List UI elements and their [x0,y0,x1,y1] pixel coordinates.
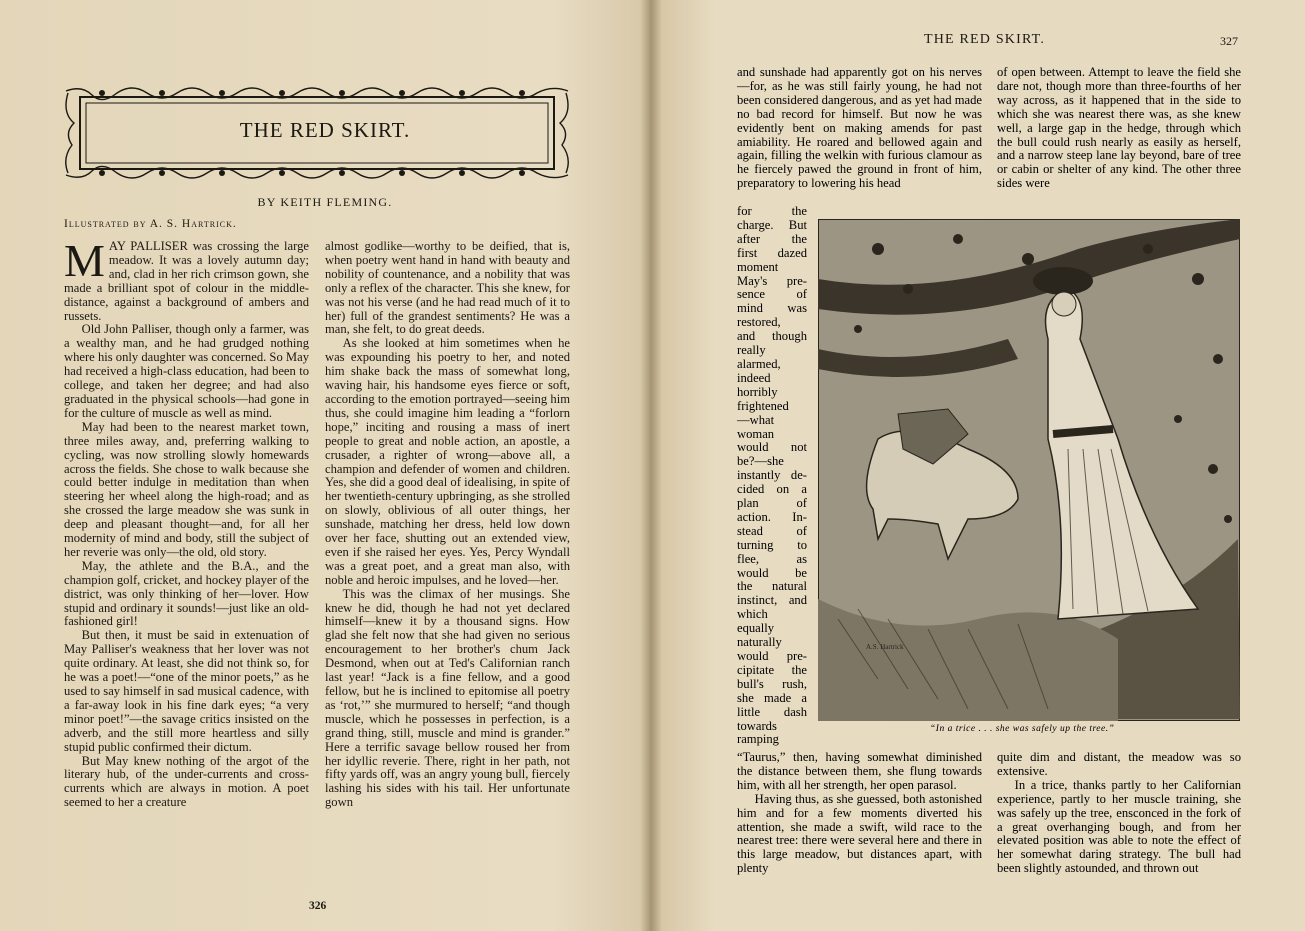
artist-signature: A.S. Hartrick [866,643,904,651]
paragraph: This was the climax of her musings. She knew he did, though he had not yet declared himself—knew it by a thousand signs. How glad she felt now that she had given no serious encouragement to her brother's chum Jack Desmond, when out at Ted's Californian ranch last year! “Jack is a fine fellow, and a good fellow, but he is inclined to epitomise all poetry as ‘rot,’” she murmured to herself; “and though muscle, which he possesses in perfection, is a grand thing, still, muscle and mind is grander.” Here a terrific savage bellow roused her from her idyllic reverie. There, right in her path, not fifty yards off, was an angry young bull, fiercely lashing his sides with his tail. Her unfortunate gown [325,586,570,810]
narrow-text-line: horribly [737,384,778,399]
page-number: 327 [1220,34,1238,48]
paragraph: of open between. Attempt to leave the field she dare not, though more than three-fourths of her way across, as it happened that in the side to which she was nearest there was, as she knew well, a large gap in the hedge, through which the bull could rush nearly as easily as herself, and a narrow steep lane lay beyond, bare of tree or cabin or shelter of any kind. The other three sides were [997,65,1241,191]
article-title: THE RED SKIRT. [239,118,411,142]
narrow-text-column [737,205,807,747]
narrow-text-line: alarmed, [737,356,781,371]
paragraph: May, the athlete and the B.A., and the champion golf, cricket, and hockey player of the district, was only thinking of her—lover. How stupid and ordinary it sounds!—just like an old-fashioned girl! [64,558,309,629]
narrow-text-line: bull's rush, [737,676,807,691]
paragraph: In a trice, thanks partly to her Californian experience, partly to her muscle training, she was safely up the tree, ensconced in the fork of a great overhanging bough, and from her elevated position was able to note the effect of her somewhat daring strategy. The bull had been slightly astounded, and thrown out [997,777,1241,876]
page-number: 326 [309,900,327,912]
narrow-text-line: flee, as [737,551,807,566]
paragraph: But May knew nothing of the argot of the literary hub, of the under-currents and cross-currents which are always in motion. A poet seemed to her a creature [64,753,309,810]
narrow-text-line: would not [737,440,807,455]
right-column-1-bottom [737,751,982,876]
illustration-caption: “In a trice . . . she was safely up the tree.” [930,724,1115,734]
narrow-text-line: the natural [737,579,807,594]
illustration-woman-in-tree [818,219,1240,721]
narrow-text-line: plan of [737,496,807,511]
paragraph: almost godlike—worthy to be deified, that is, when poetry went hand in hand with beauty and nobility of countenance, and a nobility that was only a reflex of the character. This she knew, for was not his verse (and he had read much of it to her) full of the grandest sentiments? He was a man, she felt, to do great deeds. [325,239,570,337]
paragraph: May had been to the nearest market town, three miles away, and, preferring walking to cycling, was now strolling slowly homewards across the fields. She chose to walk because she could better indulge in meditation than when steering her wheel along the high-road; and as she crossed the large meadow she was sunk in deep and pleasant thought—and, for all her modernity of mind and body, still the subject of her reverie was only—the old, old story. [64,419,309,559]
narrow-text-line: mind was [737,301,807,316]
paragraph: Old John Palliser, though only a farmer, was a wealthy man, and he had grudged nothing where his only daughter was concerned. So May had received a high-class education, had been to college, and taken her degree; and had also graduated in the physical schools—had gone in for the culture of muscle as well as mind. [64,322,309,420]
narrow-text-line: would be [737,565,807,580]
narrow-text-line: she made a [737,690,807,705]
narrow-text-line: which [737,607,768,622]
narrow-text-line: towards [737,718,777,733]
narrow-text-line: sence of [737,287,807,302]
narrow-text-line: for the [737,204,807,218]
paragraph: quite dim and distant, the meadow was so extensive. [997,750,1241,778]
running-head: THE RED SKIRT. [924,32,1046,47]
narrow-text-line: naturally [737,635,782,650]
narrow-text-line: May's pre- [737,273,807,288]
narrow-text-line: after the [737,231,807,246]
narrow-text-line: woman [737,426,775,441]
narrow-text-line: turning to [737,537,807,552]
left-column-2 [325,240,570,810]
right-column-1-top [737,66,982,191]
right-column-2-top [997,66,1241,191]
paragraph: As she looked at him sometimes when he was expounding his poetry to her, and noted him shake back the mass of somewhat long, waving hair, his handsome eyes fierce or soft, according to the emotion portrayed—seeing him thus, she could imagine him leading a “forlorn hope,” inciting and rousing a mass of inert people to great and noble action, an apostle, a crusader, a righter of wrong—above all, a champion and defender of women and children. Yes, she did a good deal of idealising, in spite of her twentieth-century upbringing, as she strolled on slowly, oblivious of all outer things, her sunshade, matching her dress, held low down over her face, shutting out an extended view, even if she raised her eyes. Yes, Percy Wyndall was a great poet, and a great man also, with noble and heroic impulses, and he loved—her. [325,336,570,587]
narrow-text-line: little dash [737,704,807,719]
narrow-text-line: frightened [737,398,789,413]
narrow-text-line: would pre- [737,649,807,663]
book-gutter [640,0,662,931]
narrow-text-line: restored, [737,315,781,330]
paragraph: and sunshade had apparently got on his nerves—for, as he was still fairly young, he had not been considered dangerous, and as yet had made no bad record for himself. But now he was evidently bent on making amends for past amiability. He roared and bellowed again and again, filling the welkin with furious clamour as he fiercely pawed the ground in front of him, preparatory to lowering his head [737,65,982,191]
narrow-text-line: stead of [737,523,807,538]
narrow-text-line: indeed [737,370,771,385]
illustrator-credit: Illustrated by A. S. Hartrick. [64,218,237,230]
narrow-text-line: be?—she [737,454,784,469]
narrow-text-line: charge. But [737,217,807,232]
paragraph: Having thus, as she guessed, both astonished him and for a few moments diverted his attention, she made a swift, wild race to the nearest tree: there were several here and there in this large meadow, but distances apart, with plenty [737,791,982,876]
byline: BY KEITH FLEMING. [257,195,393,209]
narrow-text-line: and though [737,329,807,344]
narrow-text-line: instantly de- [737,468,807,483]
paragraph: But then, it must be said in extenuation of May Palliser's weakness that her lover was not quite ordinary. At least, she did not think so, for he was a poet!—“one of the minor poets,” as he used to say himself in sad musical cadence, with a far-away look in his fine dark eyes; “a very minor poet!”—the savage critics insisted on the adverb, and the still more heartless and silly stupid public confirmed their dictum. [64,628,309,754]
narrow-text-line: really [737,343,766,358]
paragraph: MAY PALLISER was crossing the large meadow. It was a lovely autumn day; and, clad in her rich crimson gown, she made a brilliant spot of colour in the middle-distance, against a background of ambers and russets. [64,235,309,323]
paragraph: “Taurus,” then, having somewhat diminished the distance between them, she flung towards him, with all her strength, her open parasol. [737,750,982,792]
left-column-1 [64,235,309,810]
narrow-text-line: —what [737,412,775,427]
narrow-text-line: ramping [737,732,779,747]
narrow-text-line: instinct, and [737,593,807,608]
narrow-text-line: equally [737,621,775,636]
narrow-text-line: cipitate the [737,662,807,677]
left-page [0,0,650,931]
right-column-2-bottom [997,751,1241,876]
narrow-text-line: first dazed [737,245,807,260]
narrow-text-line: moment [737,259,779,274]
narrow-text-line: cided on a [737,482,807,497]
drop-cap: M [64,235,105,286]
narrow-text-line: action. In- [737,509,807,524]
